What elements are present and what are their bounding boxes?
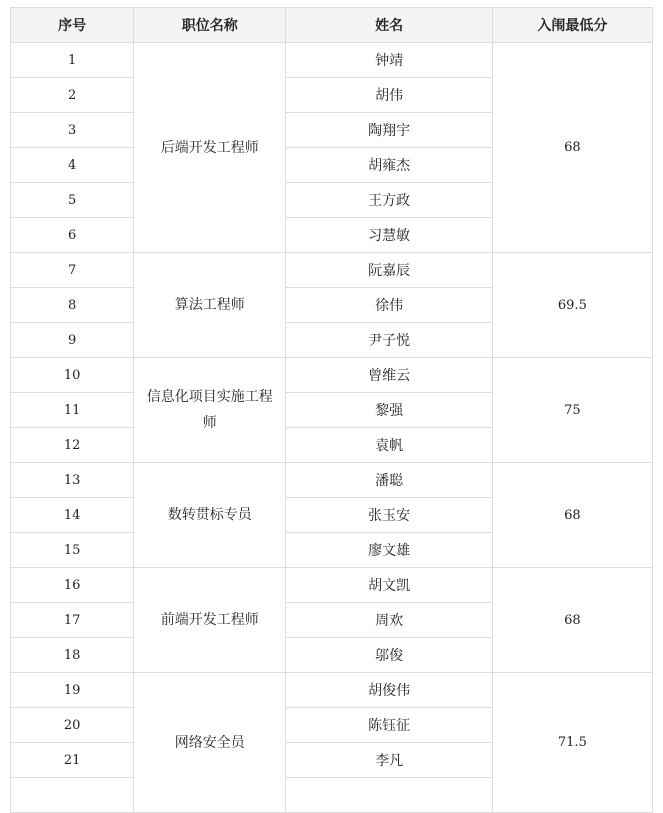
row-index: 19 (11, 673, 134, 708)
candidate-name: 李凡 (286, 743, 492, 778)
candidate-name: 陶翔宇 (286, 113, 492, 148)
row-index: 12 (11, 428, 134, 463)
position-cell: 信息化项目实施工程师 (134, 358, 286, 463)
row-index: 16 (11, 568, 134, 603)
row-index: 8 (11, 288, 134, 323)
header-index: 序号 (11, 8, 134, 43)
min-score-cell: 71.5 (492, 673, 652, 813)
table-row (11, 463, 653, 498)
candidate-name: 陈钰征 (286, 708, 492, 743)
row-index: 18 (11, 638, 134, 673)
row-index: 5 (11, 183, 134, 218)
row-index: 20 (11, 708, 134, 743)
results-body (11, 43, 653, 813)
position-cell: 网络安全员 (134, 673, 286, 813)
row-index: 15 (11, 533, 134, 568)
min-score-cell: 75 (492, 358, 652, 463)
row-index: 11 (11, 393, 134, 428)
table-row (11, 673, 653, 708)
candidate-name-empty (286, 778, 492, 813)
min-score-cell: 68 (492, 43, 652, 253)
row-index: 9 (11, 323, 134, 358)
min-score-cell: 68 (492, 568, 652, 673)
row-index: 21 (11, 743, 134, 778)
candidate-name: 廖文雄 (286, 533, 492, 568)
candidate-name: 胡文凯 (286, 568, 492, 603)
min-score-cell: 69.5 (492, 253, 652, 358)
row-index: 13 (11, 463, 134, 498)
position-cell: 后端开发工程师 (134, 43, 286, 253)
candidate-name: 周欢 (286, 603, 492, 638)
header-name: 姓名 (286, 8, 492, 43)
table-row (11, 358, 653, 393)
candidate-name: 胡伟 (286, 78, 492, 113)
candidate-name: 胡俊伟 (286, 673, 492, 708)
row-index: 6 (11, 218, 134, 253)
candidate-name: 阮嘉辰 (286, 253, 492, 288)
candidate-name: 邬俊 (286, 638, 492, 673)
table-row (11, 43, 653, 78)
row-index: 7 (11, 253, 134, 288)
candidate-name: 习慧敏 (286, 218, 492, 253)
results-table (10, 7, 653, 813)
position-cell: 前端开发工程师 (134, 568, 286, 673)
header-min-score: 入闱最低分 (492, 8, 652, 43)
header-row (11, 8, 653, 43)
candidate-name: 黎强 (286, 393, 492, 428)
table-row (11, 568, 653, 603)
candidate-name: 徐伟 (286, 288, 492, 323)
candidate-name: 尹子悦 (286, 323, 492, 358)
row-index: 14 (11, 498, 134, 533)
candidate-name: 袁帆 (286, 428, 492, 463)
row-index: 17 (11, 603, 134, 638)
row-index: 2 (11, 78, 134, 113)
row-index: 10 (11, 358, 134, 393)
row-index: 4 (11, 148, 134, 183)
candidate-name: 钟靖 (286, 43, 492, 78)
candidate-name: 王方政 (286, 183, 492, 218)
row-index-empty (11, 778, 134, 813)
row-index: 1 (11, 43, 134, 78)
candidate-name: 张玉安 (286, 498, 492, 533)
candidate-name: 胡雍杰 (286, 148, 492, 183)
position-cell: 算法工程师 (134, 253, 286, 358)
header-position: 职位名称 (134, 8, 286, 43)
candidate-name: 潘聪 (286, 463, 492, 498)
row-index: 3 (11, 113, 134, 148)
position-cell: 数转贯标专员 (134, 463, 286, 568)
table-row (11, 253, 653, 288)
min-score-cell: 68 (492, 463, 652, 568)
candidate-name: 曾维云 (286, 358, 492, 393)
